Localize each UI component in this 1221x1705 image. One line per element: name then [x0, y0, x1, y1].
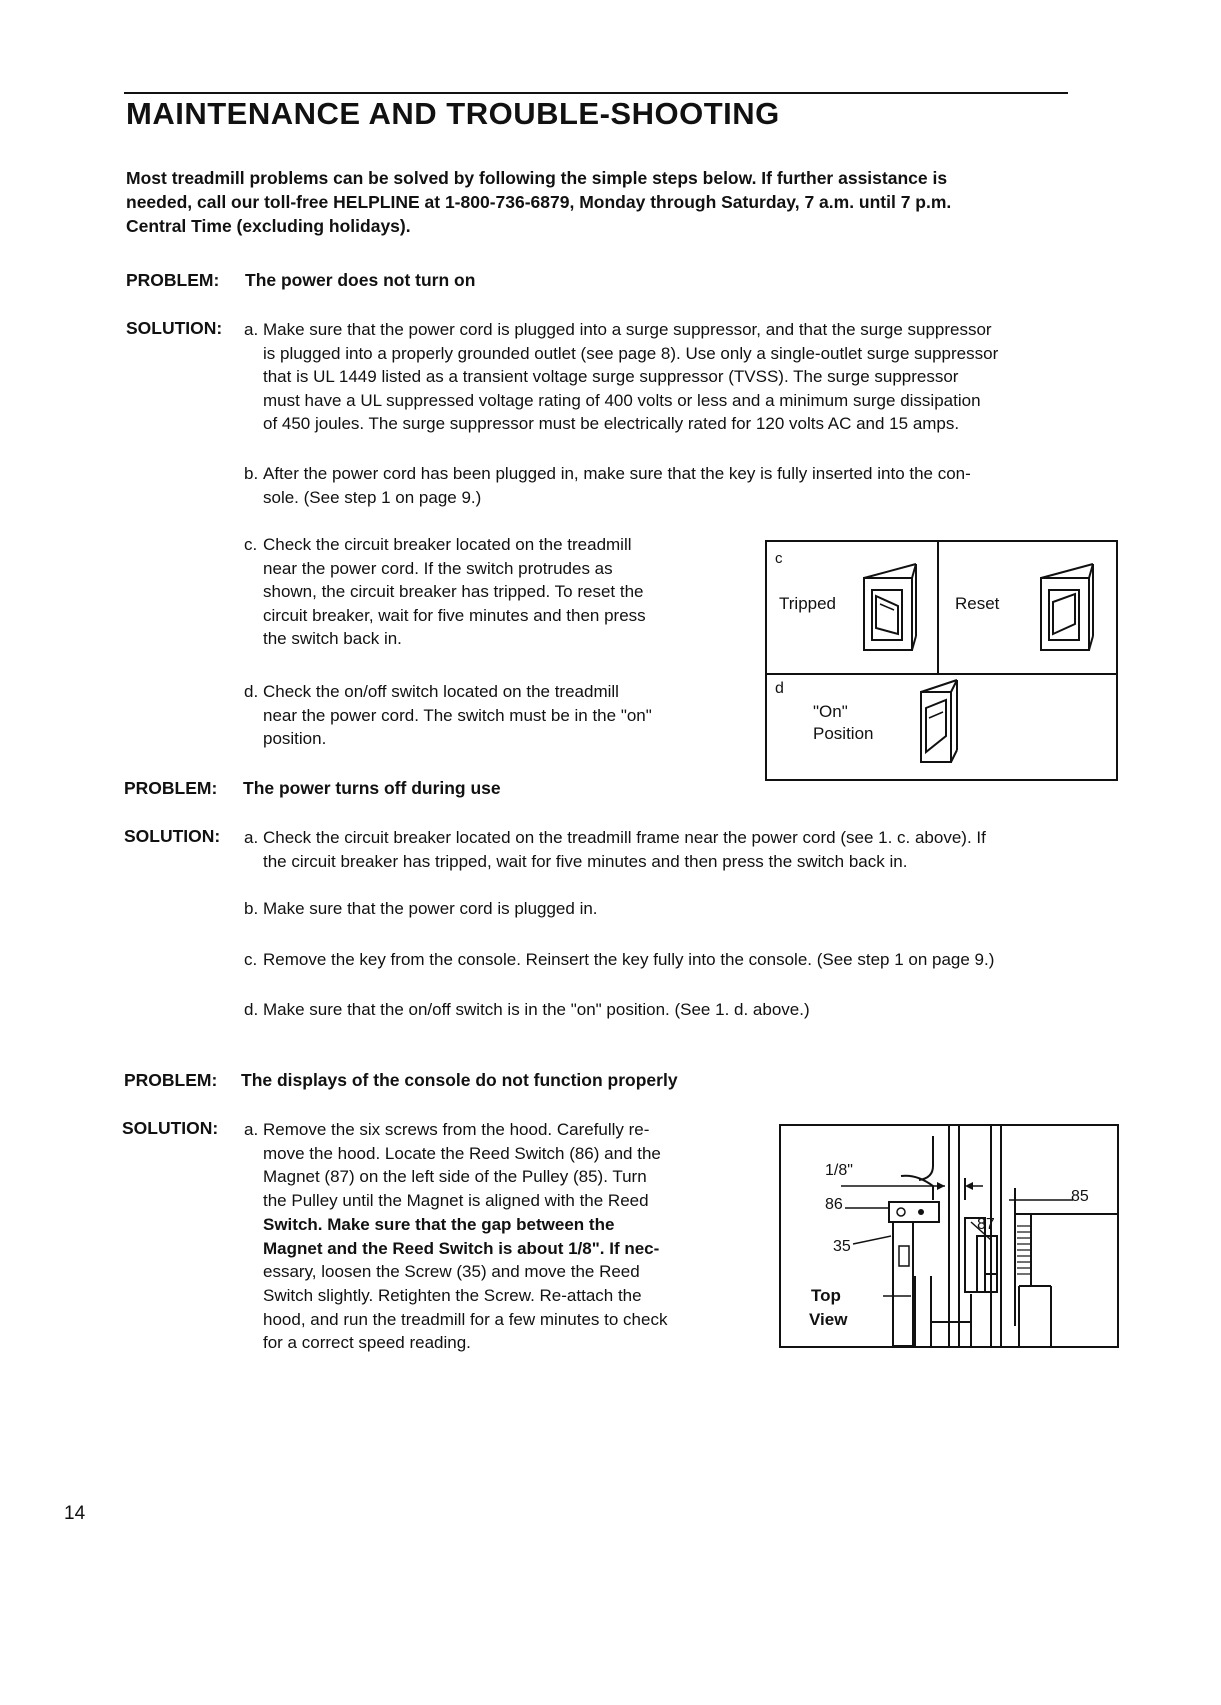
reed-switch-figure: [779, 1124, 1119, 1348]
on-label: "On": [813, 702, 848, 721]
problem-label: PROBLEM:: [126, 270, 220, 290]
solution-3-step-a: a. Remove the six screws from the hood. Carefully re- move the hood. Locate the Reed Switch (86) and the Magnet (87) on the left side of the Pulley (85). Turn the Pulley until the Magnet is aligned with the Reed Switch. Make sure that the gap between the Magnet and the Reed Switch is about 1/8". If nec- essary, loosen the Screw (35) and move the Reed Switch slightly. Retighten the Screw. Re-attach the hood, and run the treadmill for a few minutes to check for a correct speed reading.: [244, 1120, 668, 1353]
problem-1-text: The power does not turn on: [245, 270, 476, 290]
position-label: Position: [813, 724, 874, 743]
solution-2-step-d: d. Make sure that the on/off switch is in the "on" position. (See 1. d. above.): [244, 1000, 810, 1019]
figure-label-c: c: [775, 550, 783, 567]
magnet-number: 87: [977, 1216, 995, 1233]
problem-2-text: The power turns off during use: [243, 778, 501, 798]
solution-1-step-a: a. Make sure that the power cord is plugged into a surge suppressor, and that the surge suppressor is plugged into a properly grounded outlet (see page 8). Use only a single-outlet surge suppressor that is UL 1449 listed as a transient voltage surge suppressor (TVSS). The surge suppressor must have a UL suppressed voltage rating of 400 volts or less and a minimum surge dissipation of 450 joules. The surge suppressor must be electrically rated for 120 volts AC and 15 amps.: [244, 320, 999, 433]
figure-divider: [937, 542, 939, 673]
intro-line: Most treadmill problems can be solved by following the simple steps below. If further assistance is: [126, 168, 948, 188]
solution-2-step-b: b. Make sure that the power cord is plugged in.: [244, 899, 598, 918]
tripped-label: Tripped: [779, 594, 837, 613]
solution-1-step-c: c. Check the circuit breaker located on the treadmill near the power cord. If the switch protrudes as shown, the circuit breaker has tripped. To reset the circuit breaker, wait for five minutes and then press the switch back in.: [244, 535, 646, 648]
problem-3-text: The displays of the console do not function properly: [241, 1070, 678, 1090]
reset-label: Reset: [955, 594, 1000, 613]
intro-line: needed, call our toll-free HELPLINE at 1-800-736-6879, Monday through Saturday, 7 a.m. until 7 p.m.: [126, 192, 952, 212]
figure-label-d: d: [775, 680, 784, 697]
solution-1-step-d: d. Check the on/off switch located on the treadmill near the power cord. The switch must be in the "on" position.: [244, 682, 652, 748]
tripped-switch-icon: [860, 562, 924, 662]
intro-line: Central Time (excluding holidays).: [126, 216, 411, 236]
header-rule: [124, 92, 1068, 94]
solution-label: SOLUTION:: [124, 826, 221, 846]
top-view-label: View: [809, 1310, 848, 1329]
gap-label: 1/8": [825, 1162, 853, 1179]
solution-2-step-c: c. Remove the key from the console. Reinsert the key fully into the console. (See step 1 on page 9.): [244, 950, 995, 969]
reset-switch-icon: [1037, 562, 1101, 662]
figure-divider: [767, 673, 1116, 675]
pulley-number: 85: [1071, 1188, 1089, 1205]
intro-paragraph: [126, 166, 1086, 238]
page-number: 14: [64, 1503, 86, 1524]
reed-switch-number: 86: [825, 1196, 843, 1213]
screw-number: 35: [833, 1238, 851, 1255]
solution-label: SOLUTION:: [126, 318, 223, 338]
problem-label: PROBLEM:: [124, 1070, 218, 1090]
on-switch-icon: [917, 678, 967, 774]
solution-1-step-b: b. After the power cord has been plugged in, make sure that the key is fully inserted into the con- sole. (See step 1 on page 9.): [244, 464, 971, 507]
top-view-label: Top: [811, 1286, 841, 1305]
problem-label: PROBLEM:: [124, 778, 218, 798]
solution-label: SOLUTION:: [122, 1118, 219, 1138]
page-title: MAINTENANCE AND TROUBLE-SHOOTING: [126, 96, 780, 131]
circuit-breaker-figure: [765, 540, 1118, 781]
solution-2-step-a: a. Check the circuit breaker located on the treadmill frame near the power cord (see 1. c. above). If the circuit breaker has tripped, wait for five minutes and then press the switch back in.: [244, 828, 986, 871]
